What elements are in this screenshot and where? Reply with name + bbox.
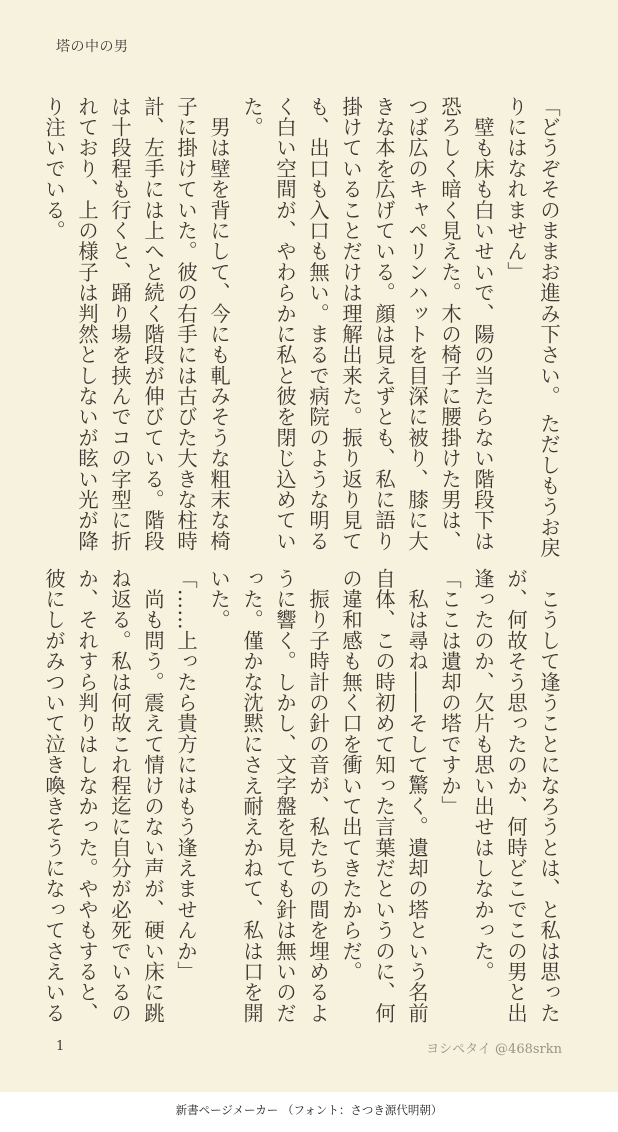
text-line: が、何故そう思ったのか、何時どこでこの男と出 [504,568,528,1024]
page-title: 塔の中の男 [56,39,129,55]
text-line: ね返る。私は何故これ程迄に自分が必死でいるの [108,568,132,1024]
text-line: 「……上ったら貴方にはもう逢えませんか」 [174,568,198,982]
text-line: 計、左手には上へと続く階段が伸びている。階段 [141,96,165,552]
text-line: うに響く。しかし、文字盤を見ても針は無いのだ [273,568,297,1024]
page-number: 1 [56,1039,65,1054]
text-line: た。 [240,96,264,138]
text-line: 彼にしがみついて泣き喚きそうになってさえいる [42,568,66,1024]
text-line: り注いでいる。 [42,96,66,241]
generator-caption: 新書ページメーカー （フォント：さつき源代明朝） [175,1103,443,1117]
text-line: 壁も床も白いせいで、陽の当たらない階段下は [471,96,495,552]
text-line: 振り子時計の針の音が、私たちの間を埋めるよ [306,568,330,1024]
text-line: きな本を広げている。顔は見えずとも、私に語り [372,96,396,552]
text-line: も、出口も入口も無い。まるで病院のような明る [306,96,330,552]
text-line: つば広のキャペリンハットを目深に被り、膝に大 [405,96,429,552]
text-column-top [37,96,565,559]
text-line: 私は尋ね――そして驚く。遺却の塔という名前 [405,568,429,1024]
text-line: 自体、この時初めて知った言葉だというのに、何 [372,568,396,1024]
text-line: 子に掛けていた。彼の右手には古びた大きな柱時 [174,96,198,552]
text-line: 「どうぞそのままお進み下さい。 ただしもうお戻 [537,96,561,559]
text-line: 「ここは遺却の塔ですか」 [438,568,462,817]
text-line: った。僅かな沈黙にさえ耐えかねて、私は口を開 [240,568,264,1024]
author-credit: ヨシペタイ @468srkn [426,1042,562,1057]
text-line: 恐ろしく暗く見えた。木の椅子に腰掛けた男は、 [438,96,462,552]
text-column-bottom [37,568,565,1024]
text-line: れており、上の様子は判然としないが眩い光が降 [75,96,99,552]
text-line: りにはなれません」 [504,96,528,283]
text-line: 尚も問う。震えて情けのない声が、硬い床に跳 [141,568,165,1024]
text-line: く白い空間が、やわらかに私と彼を閉じ込めてい [273,96,297,552]
text-line: 逢ったのか、欠片も思い出せはしなかった。 [471,568,495,982]
text-line: の違和感も無く口を衝いて出てきたからだ。 [339,568,363,982]
text-line: 男は壁を背にして、今にも軋みそうな粗末な椅 [207,96,231,552]
text-line: か、それすら判りはしなかった。ややもすると、 [75,568,99,1024]
text-line: 掛けていることだけは理解出来た。振り返り見て [339,96,363,552]
text-line: こうして逢うことになろうとは、と私は思った [537,568,561,1024]
text-line: は十段程も行くと、踊り場を挟んでコの字型に折 [108,96,132,552]
text-line: いた。 [207,568,231,631]
